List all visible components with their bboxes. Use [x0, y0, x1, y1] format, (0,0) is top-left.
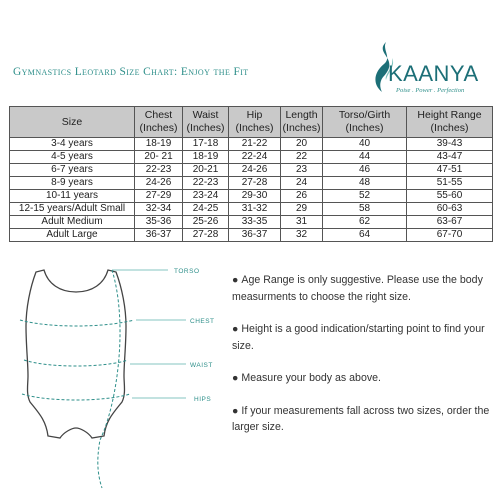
- bullet-icon: ●: [232, 372, 239, 384]
- table-cell: 36-37: [135, 229, 183, 242]
- brand-logo: [370, 40, 494, 102]
- table-row: [10, 138, 493, 151]
- table-cell: 23-24: [183, 190, 229, 203]
- table-cell: 18-19: [135, 138, 183, 151]
- table-cell: 63-67: [407, 216, 493, 229]
- table-cell: 31: [281, 216, 323, 229]
- table-cell: 20-21: [183, 164, 229, 177]
- bullet-icon: ●: [232, 323, 239, 335]
- note-item: [232, 321, 492, 354]
- table-cell: 51-55: [407, 177, 493, 190]
- table-cell: 64: [323, 229, 407, 242]
- table-cell: 6-7 years: [10, 164, 135, 177]
- table-cell: 36-37: [229, 229, 281, 242]
- table-cell: 67-70: [407, 229, 493, 242]
- chest-label: CHEST: [190, 318, 215, 325]
- table-cell: 23: [281, 164, 323, 177]
- table-cell: 12-15 years/Adult Small: [10, 203, 135, 216]
- table-cell: 31-32: [229, 203, 281, 216]
- table-cell: 22: [281, 151, 323, 164]
- table-cell: 24-25: [183, 203, 229, 216]
- table-row: [10, 177, 493, 190]
- column-header: Length (Inches): [281, 107, 323, 138]
- table-header-row: [10, 107, 493, 138]
- brand-name: KAANYA: [388, 61, 479, 86]
- leotard-outline: [26, 270, 126, 438]
- note-item: [232, 272, 492, 305]
- table-cell: 32-34: [135, 203, 183, 216]
- table-cell: 52: [323, 190, 407, 203]
- table-cell: 40: [323, 138, 407, 151]
- table-cell: 60-63: [407, 203, 493, 216]
- table-cell: 44: [323, 151, 407, 164]
- table-cell: 29: [281, 203, 323, 216]
- table-cell: 27-29: [135, 190, 183, 203]
- table-row: [10, 216, 493, 229]
- table-cell: 55-60: [407, 190, 493, 203]
- table-cell: 43-47: [407, 151, 493, 164]
- table-cell: 20- 21: [135, 151, 183, 164]
- torso-label: TORSO: [174, 268, 200, 275]
- table-cell: 18-19: [183, 151, 229, 164]
- column-header: Hip (Inches): [229, 107, 281, 138]
- table-row: [10, 164, 493, 177]
- note-text: Measure your body as above.: [241, 372, 381, 384]
- table-cell: 24-26: [135, 177, 183, 190]
- table-cell: 10-11 years: [10, 190, 135, 203]
- table-cell: 4-5 years: [10, 151, 135, 164]
- table-cell: 27-28: [183, 229, 229, 242]
- table-cell: 17-18: [183, 138, 229, 151]
- table-cell: 22-24: [229, 151, 281, 164]
- table-cell: 26: [281, 190, 323, 203]
- column-header: Size: [10, 107, 135, 138]
- table-row: [10, 229, 493, 242]
- table-cell: 35-36: [135, 216, 183, 229]
- table-cell: 33-35: [229, 216, 281, 229]
- table-cell: 21-22: [229, 138, 281, 151]
- brand-tagline: Poise . Power . Perfection: [396, 87, 465, 94]
- waist-label: WAIST: [190, 362, 213, 369]
- note-item: [232, 403, 492, 436]
- note-item: [232, 370, 492, 387]
- table-cell: 24: [281, 177, 323, 190]
- table-cell: 29-30: [229, 190, 281, 203]
- bullet-icon: ●: [232, 274, 239, 286]
- column-header: Chest (Inches): [135, 107, 183, 138]
- table-cell: 25-26: [183, 216, 229, 229]
- note-text: Height is a good indication/starting point to find your size.: [232, 323, 485, 352]
- table-row: [10, 203, 493, 216]
- table-cell: 20: [281, 138, 323, 151]
- size-chart-table: [9, 106, 493, 242]
- bullet-icon: ●: [232, 404, 239, 417]
- column-header: Height Range (Inches): [407, 107, 493, 138]
- table-row: [10, 151, 493, 164]
- measurement-notes: [232, 272, 492, 452]
- table-cell: 48: [323, 177, 407, 190]
- table-row: [10, 190, 493, 203]
- table-cell: 24-26: [229, 164, 281, 177]
- table-cell: 47-51: [407, 164, 493, 177]
- table-cell: 62: [323, 216, 407, 229]
- table-cell: 8-9 years: [10, 177, 135, 190]
- table-cell: 58: [323, 203, 407, 216]
- table-cell: 39-43: [407, 138, 493, 151]
- hips-label: HIPS: [194, 396, 212, 403]
- table-cell: 32: [281, 229, 323, 242]
- column-header: Waist (Inches): [183, 107, 229, 138]
- note-text: Age Range is only suggestive. Please use the body measurments to choose the right size.: [232, 274, 483, 303]
- table-cell: 3-4 years: [10, 138, 135, 151]
- table-cell: Adult Large: [10, 229, 135, 242]
- chart-title: Gymnastics Leotard Size Chart: Enjoy the Fit: [13, 66, 249, 78]
- table-cell: 46: [323, 164, 407, 177]
- table-cell: 27-28: [229, 177, 281, 190]
- leotard-measurement-diagram: [8, 262, 218, 494]
- column-header: Torso/Girth (Inches): [323, 107, 407, 138]
- table-cell: 22-23: [183, 177, 229, 190]
- table-cell: 22-23: [135, 164, 183, 177]
- table-cell: Adult Medium: [10, 216, 135, 229]
- note-text: If your measurements fall across two sizes, order the larger size.: [232, 404, 490, 433]
